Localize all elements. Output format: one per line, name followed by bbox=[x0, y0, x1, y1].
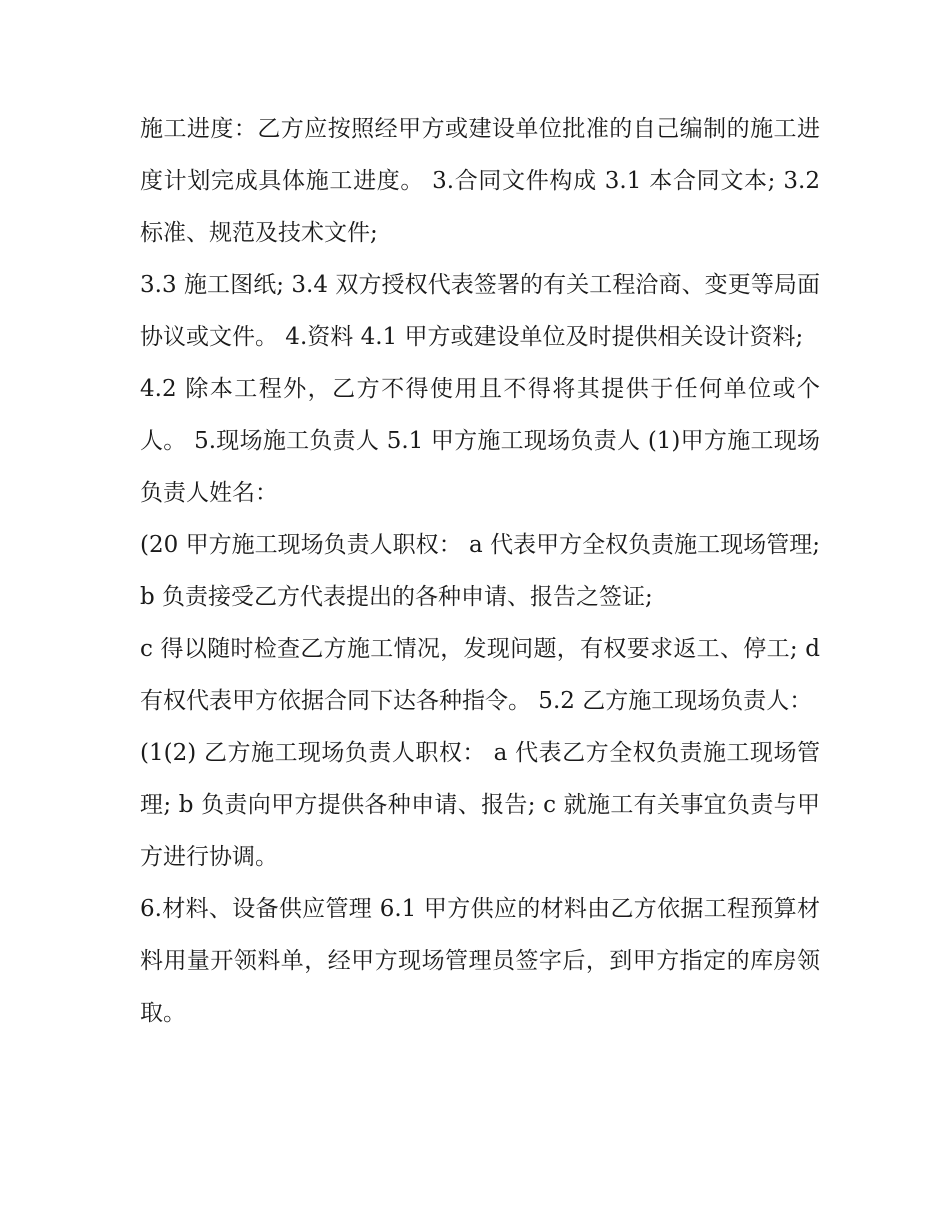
paragraph-party-a-authority: (20 甲方施工现场负责人职权： a 代表甲方全权负责施工现场管理; b 负责接受乙方代表提出的各种申请、报告之签证; bbox=[140, 532, 820, 610]
paragraph-drawings: 3.3 施工图纸; 3.4 双方授权代表签署的有关工程洽商、变更等局面协议或文件。 4.资料 4.1 甲方或建设单位及时提供相关设计资料; bbox=[140, 272, 820, 350]
paragraph-inspection-rights: c 得以随时检查乙方施工情况，发现问题，有权要求返工、停工; d 有权代表甲方依据合同下达各种指令。 5.2 乙方施工现场负责人： bbox=[140, 636, 820, 714]
paragraph-schedule: 施工进度：乙方应按照经甲方或建设单位批准的自己编制的施工进度计划完成具体施工进度。 3.合同文件构成 3.1 本合同文本; 3.2 标准、规范及技术文件; bbox=[140, 116, 820, 246]
paragraph-material-supply: 6.材料、设备供应管理 6.1 甲方供应的材料由乙方依据工程预算材料用量开领料单，经甲方现场管理员签字后，到甲方指定的库房领取。 bbox=[140, 896, 820, 1026]
paragraph-confidentiality: 4.2 除本工程外，乙方不得使用且不得将其提供于任何单位或个人。 5.现场施工负责人 5.1 甲方施工现场负责人 (1)甲方施工现场负责人姓名： bbox=[140, 376, 820, 506]
paragraph-party-b-authority: (1(2) 乙方施工现场负责人职权： a 代表乙方全权负责施工现场管理; b 负责向甲方提供各种申请、报告; c 就施工有关事宜负责与甲方进行协调。 bbox=[140, 740, 820, 870]
document-body bbox=[140, 103, 820, 1039]
